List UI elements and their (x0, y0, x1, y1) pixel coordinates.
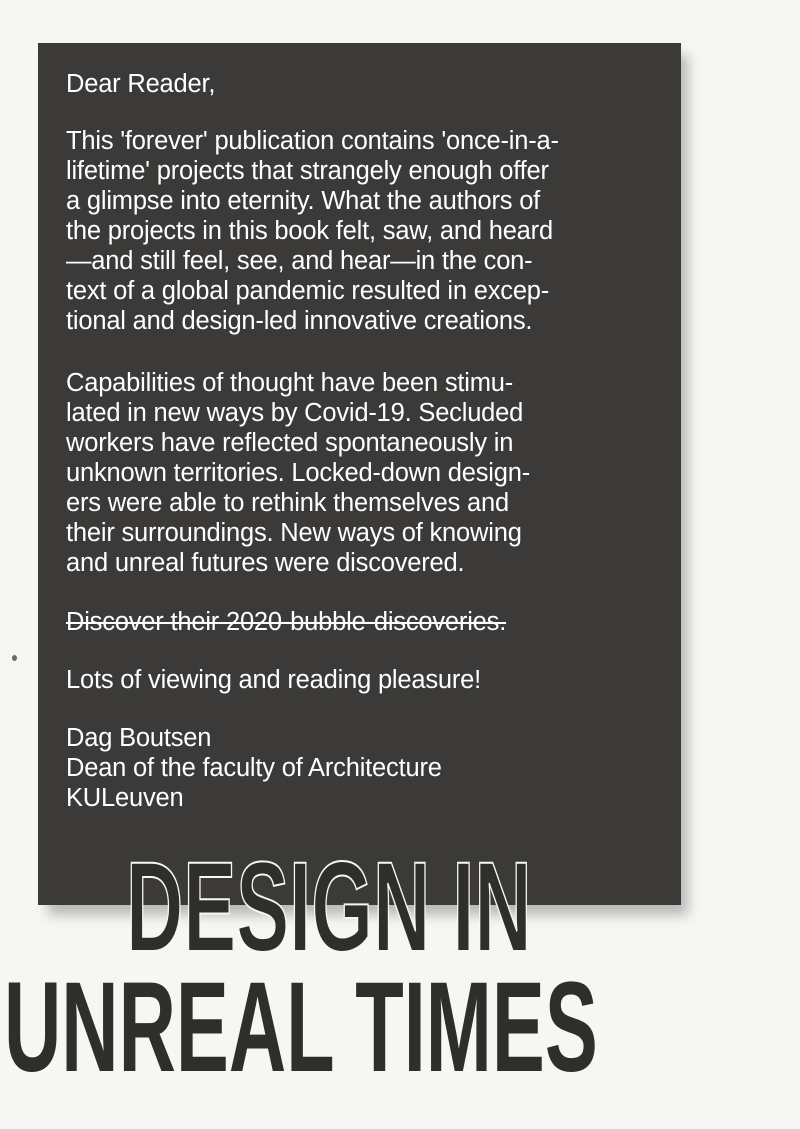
title-line-1: DESIGN IN (126, 836, 532, 979)
paragraph-1 (66, 126, 681, 336)
paragraph-line: text of a global pandemic resulted in excep- (66, 277, 550, 305)
paragraph-line: and unreal futures were discovered. (66, 549, 465, 577)
paragraph-line: workers have reflected spontaneously in (66, 429, 514, 457)
paragraph-line: their surroundings. New ways of knowing (66, 519, 522, 547)
paragraph-line: a glimpse into eternity. What the authors of (66, 187, 541, 215)
paragraph-line: unknown territories. Locked-down design- (66, 459, 530, 487)
paragraph-line: tional and design-led innovative creations. (66, 307, 533, 335)
letter-panel (38, 43, 681, 905)
signature-institution: KULeuven (66, 784, 184, 812)
paragraph-line: This 'forever' publication contains 'once-in-a- (66, 127, 559, 155)
struck-through-line: Discover their 2020-bubble-discoveries. (66, 608, 507, 636)
paragraph-line: the projects in this book felt, saw, and heard (66, 217, 553, 245)
closing-line: Lots of viewing and reading pleasure! (66, 666, 482, 694)
paragraph-line: ers were able to rethink themselves and (66, 489, 509, 517)
signature-name: Dag Boutsen (66, 724, 212, 752)
salutation: Dear Reader, (66, 70, 216, 98)
paragraph-line: —and still feel, see, and hear—in the con- (66, 247, 533, 275)
paragraph-line: lated in new ways by Covid-19. Secluded (66, 399, 524, 427)
paragraph-line: Capabilities of thought have been stimu- (66, 369, 514, 397)
signature-block (66, 723, 681, 813)
signature-role: Dean of the faculty of Architecture (66, 754, 442, 782)
paragraph-2 (66, 368, 681, 578)
paragraph-line: lifetime' projects that strangely enough offer (66, 157, 549, 185)
title-line-2: UNREAL TIMES (4, 956, 598, 1099)
paper-speck (12, 655, 17, 661)
